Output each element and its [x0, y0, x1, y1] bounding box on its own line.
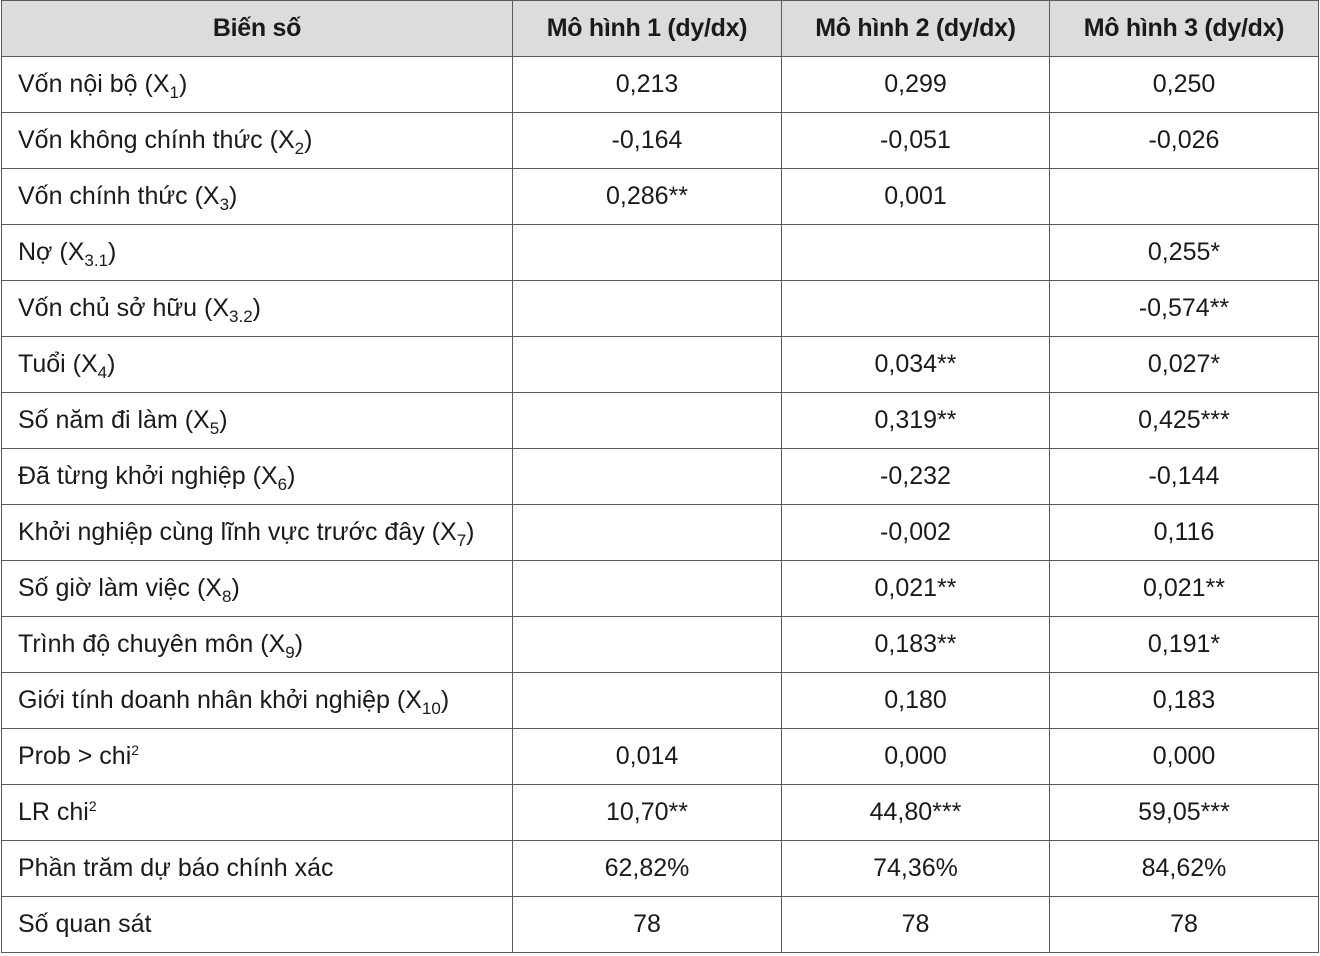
model-3-value: 0,000 — [1050, 729, 1319, 785]
model-1-value — [513, 505, 782, 561]
model-1-value — [513, 225, 782, 281]
model-3-value: 0,021** — [1050, 561, 1319, 617]
row-label-subscript: 1 — [169, 83, 179, 102]
model-3-value: 0,116 — [1050, 505, 1319, 561]
table-row — [2, 393, 1319, 449]
model-3-value: 84,62% — [1050, 841, 1319, 897]
model-3-value: 0,027* — [1050, 337, 1319, 393]
results-table-container — [1, 0, 1318, 954]
model-1-value: 78 — [513, 897, 782, 953]
model-2-value — [782, 281, 1050, 337]
row-label-tail: ) — [107, 350, 116, 378]
model-2-value — [782, 225, 1050, 281]
row-label-tail: ) — [466, 518, 475, 546]
model-1-value: 0,286** — [513, 169, 782, 225]
row-label-subscript: 6 — [277, 475, 288, 494]
row-label — [2, 673, 513, 729]
regression-results-table — [1, 0, 1319, 953]
model-3-value — [1050, 169, 1319, 225]
model-2-value: 78 — [782, 897, 1050, 953]
row-label-text: LR chi — [18, 798, 89, 826]
row-label-superscript: 2 — [131, 742, 140, 758]
row-label-subscript: 3.2 — [229, 307, 253, 326]
row-label-tail: ) — [294, 630, 304, 658]
row-label — [2, 337, 513, 393]
model-2-value: 44,80*** — [782, 785, 1050, 841]
row-label-tail: ) — [219, 406, 228, 434]
table-row — [2, 617, 1319, 673]
model-3-value: 59,05*** — [1050, 785, 1319, 841]
model-1-value — [513, 561, 782, 617]
table-row — [2, 169, 1319, 225]
model-3-value: 78 — [1050, 897, 1319, 953]
row-label-text: Vốn chủ sở hữu (X — [18, 294, 230, 322]
row-label-text: Tuổi (X — [18, 350, 98, 378]
model-2-value: 74,36% — [782, 841, 1050, 897]
row-label-text: Vốn không chính thức (X — [18, 126, 295, 154]
model-1-value: 62,82% — [513, 841, 782, 897]
row-label-subscript: 3 — [219, 195, 230, 214]
model-2-value: -0,002 — [782, 505, 1050, 561]
row-label-tail: ) — [252, 294, 261, 322]
model-3-value: 0,191* — [1050, 617, 1319, 673]
table-row — [2, 225, 1319, 281]
row-label-subscript: 4 — [97, 363, 108, 382]
row-label-subscript: 3.1 — [84, 251, 109, 270]
header-row — [2, 1, 1319, 57]
row-label-text: Nợ (X — [18, 238, 85, 266]
row-label-text: Trình độ chuyên môn (X — [18, 630, 286, 658]
row-label — [2, 561, 513, 617]
row-label-tail: ) — [304, 126, 313, 154]
model-1-value — [513, 337, 782, 393]
model-2-value: 0,021** — [782, 561, 1050, 617]
table-row — [2, 337, 1319, 393]
row-label-text: Khởi nghiệp cùng lĩnh vực trước đây (X — [18, 518, 457, 546]
row-label — [2, 281, 513, 337]
table-row — [2, 449, 1319, 505]
model-2-value: 0,000 — [782, 729, 1050, 785]
row-label-text: Phần trăm dự báo chính xác — [18, 854, 334, 882]
row-label — [2, 113, 513, 169]
table-row — [2, 897, 1319, 953]
model-3-value: -0,574** — [1050, 281, 1319, 337]
model-1-value — [513, 449, 782, 505]
model-2-value: 0,183** — [782, 617, 1050, 673]
model-3-value: 0,425*** — [1050, 393, 1319, 449]
table-row — [2, 729, 1319, 785]
header-model-2: Mô hình 2 (dy/dx) — [782, 1, 1050, 57]
row-label-text: Số quan sát — [18, 910, 152, 938]
table-body — [2, 57, 1319, 953]
model-1-value: 0,014 — [513, 729, 782, 785]
table-row — [2, 841, 1319, 897]
model-3-value: -0,144 — [1050, 449, 1319, 505]
model-2-value: 0,299 — [782, 57, 1050, 113]
row-label — [2, 785, 513, 841]
model-1-value — [513, 393, 782, 449]
model-3-value: -0,026 — [1050, 113, 1319, 169]
row-label-tail: ) — [229, 182, 238, 210]
row-label-subscript: 10 — [421, 699, 441, 718]
model-2-value: -0,051 — [782, 113, 1050, 169]
row-label — [2, 617, 513, 673]
header-variable: Biến số — [2, 1, 513, 57]
row-label-subscript: 8 — [221, 587, 232, 606]
model-1-value — [513, 281, 782, 337]
table-row — [2, 785, 1319, 841]
table-row — [2, 561, 1319, 617]
row-label-superscript: 2 — [88, 798, 97, 814]
model-2-value: 0,001 — [782, 169, 1050, 225]
row-label-subscript: 2 — [294, 139, 305, 158]
row-label-text: Giới tính doanh nhân khởi nghiệp (X — [18, 686, 422, 714]
row-label-text: Số giờ làm việc (X — [18, 574, 222, 602]
table-row — [2, 113, 1319, 169]
table-row — [2, 673, 1319, 729]
row-label — [2, 225, 513, 281]
row-label — [2, 897, 513, 953]
row-label-text: Vốn nội bộ (X — [18, 70, 170, 98]
row-label — [2, 729, 513, 785]
row-label — [2, 841, 513, 897]
model-1-value — [513, 673, 782, 729]
row-label-subscript: 5 — [209, 419, 220, 438]
table-row — [2, 505, 1319, 561]
row-label-subscript: 9 — [285, 643, 295, 662]
model-1-value — [513, 617, 782, 673]
row-label — [2, 505, 513, 561]
row-label — [2, 449, 513, 505]
row-label — [2, 169, 513, 225]
row-label-tail: ) — [440, 686, 450, 714]
model-2-value: 0,180 — [782, 673, 1050, 729]
row-label-tail: ) — [287, 462, 296, 490]
row-label-text: Số năm đi làm (X — [18, 406, 210, 434]
model-1-value: 10,70** — [513, 785, 782, 841]
model-1-value: -0,164 — [513, 113, 782, 169]
table-row — [2, 281, 1319, 337]
row-label-text: Vốn chính thức (X — [18, 182, 220, 210]
row-label — [2, 393, 513, 449]
model-3-value: 0,183 — [1050, 673, 1319, 729]
header-model-1: Mô hình 1 (dy/dx) — [513, 1, 782, 57]
model-2-value: 0,034** — [782, 337, 1050, 393]
model-1-value: 0,213 — [513, 57, 782, 113]
row-label-text: Prob > chi — [18, 742, 132, 770]
row-label-tail: ) — [108, 238, 117, 266]
row-label-text: Đã từng khởi nghiệp (X — [18, 462, 278, 490]
model-2-value: -0,232 — [782, 449, 1050, 505]
row-label-tail: ) — [178, 70, 188, 98]
model-3-value: 0,255* — [1050, 225, 1319, 281]
row-label-subscript: 7 — [456, 531, 467, 550]
model-3-value: 0,250 — [1050, 57, 1319, 113]
header-model-3: Mô hình 3 (dy/dx) — [1050, 1, 1319, 57]
row-label-tail: ) — [231, 574, 240, 602]
model-2-value: 0,319** — [782, 393, 1050, 449]
table-row — [2, 57, 1319, 113]
row-label — [2, 57, 513, 113]
